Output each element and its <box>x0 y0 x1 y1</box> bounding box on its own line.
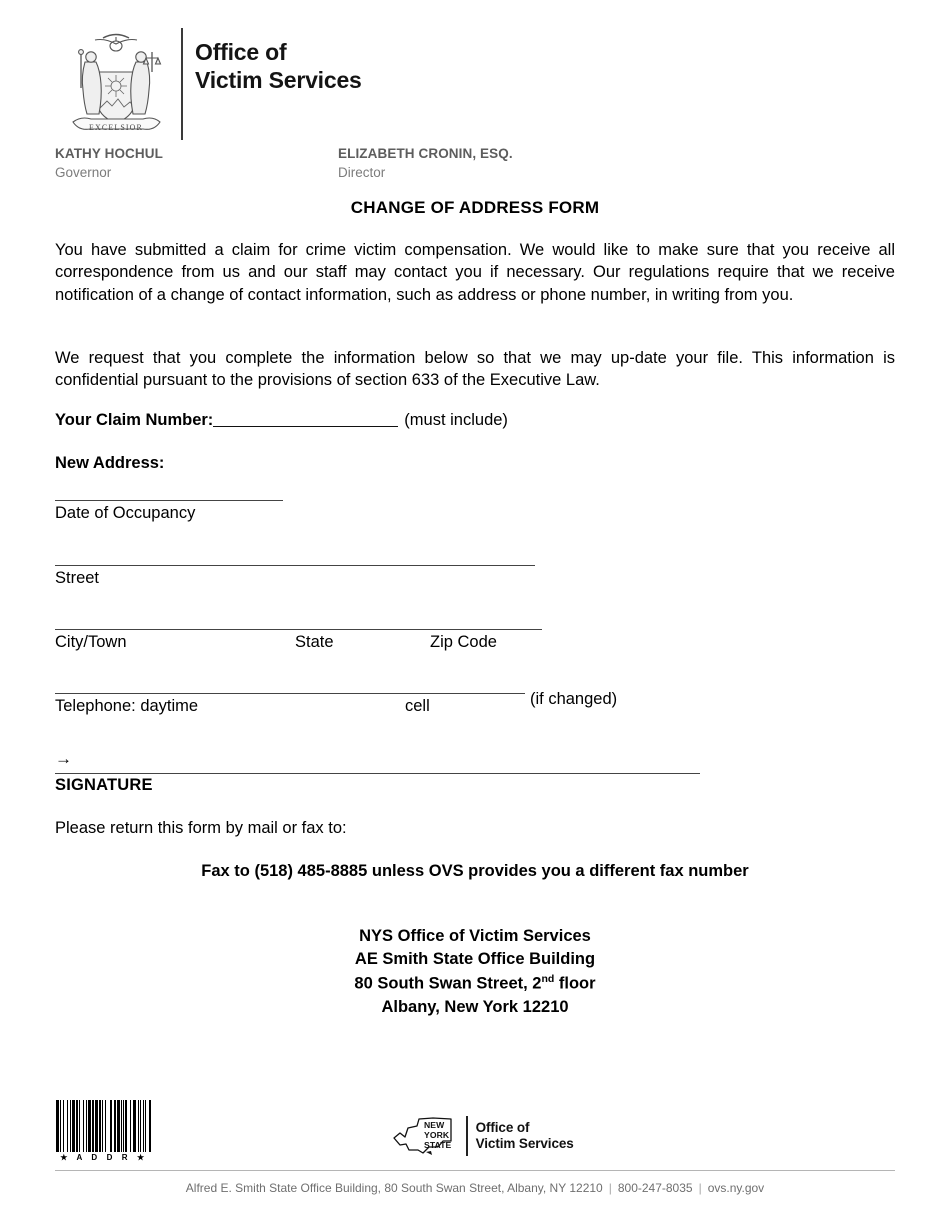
footer-website[interactable]: ovs.ny.gov <box>707 1181 765 1195</box>
street-label: Street <box>55 569 100 587</box>
field-telephone <box>55 693 525 717</box>
footer-separator-2: | <box>698 1181 702 1195</box>
footer-agency-name <box>476 1120 574 1152</box>
letterhead <box>55 24 675 184</box>
field-date-of-occupancy <box>55 500 283 523</box>
zip-code-label: Zip Code <box>430 633 497 651</box>
mailing-address-line3-pre: 80 South Swan Street, 2 <box>354 974 542 993</box>
ny-word-new: NEW <box>424 1120 445 1130</box>
new-address-heading: New Address: <box>55 454 165 472</box>
field-street <box>55 565 535 588</box>
cell-label: cell <box>405 697 430 715</box>
governor-block <box>55 146 163 181</box>
mailing-address-line3 <box>0 972 950 996</box>
logo-divider <box>181 28 183 140</box>
footer-divider-rule <box>55 1170 895 1171</box>
mailing-address-line2: AE Smith State Office Building <box>354 950 596 969</box>
agency-logo-line1: Office of <box>195 39 287 65</box>
seal-motto-text: EXCELSIOR <box>89 123 143 132</box>
claim-number-label: Your Claim Number: <box>55 411 214 429</box>
request-paragraph: We request that you complete the information below so that we may up-date your file. This information is confidential pursuant to the provisions of section 633 of the Executive Law. <box>55 349 895 390</box>
director-role: Director <box>338 164 386 180</box>
footer-address: Alfred E. Smith State Office Building, 80 South Swan Street, Albany, NY 12210 <box>185 1181 603 1195</box>
agency-logo-line2: Victim Services <box>195 67 362 94</box>
barcode-bars <box>56 1100 152 1152</box>
telephone-daytime-label: Telephone: daytime <box>55 697 199 715</box>
governor-name: KATHY HOCHUL <box>55 146 163 161</box>
mailing-address-line1: NYS Office of Victim Services <box>359 927 591 945</box>
governor-role: Governor <box>55 164 112 180</box>
field-city-state-zip <box>55 629 542 653</box>
intro-paragraph: You have submitted a claim for crime victim compensation. We would like to make sure that you receive all correspondence from us and our staff may contact you if necessary. Our regulations require that we receive notification of a change of contact information, such as address or phone number, in writing from you. <box>55 241 895 304</box>
telephone-input[interactable] <box>55 693 525 694</box>
footer-separator-1: | <box>608 1181 612 1195</box>
claim-number-input[interactable] <box>213 426 398 427</box>
return-instructions: Please return this form by mail or fax to: <box>55 819 347 837</box>
ny-word-state: STATE <box>424 1140 452 1151</box>
if-changed-note: (if changed) <box>530 690 618 708</box>
new-york-state-wordmark <box>424 1120 451 1150</box>
barcode-label: ★ A D D R ★ <box>60 1153 148 1162</box>
mailing-address-line3-ordinal: nd <box>541 972 555 985</box>
footer-phone: 800-247-8035 <box>617 1181 693 1195</box>
arrow-right-icon: → <box>55 749 72 768</box>
city-state-zip-input[interactable] <box>55 629 542 630</box>
mailing-address-line4: Albany, New York 12210 <box>381 997 569 1016</box>
footer-agency-line2: Victim Services <box>475 1136 574 1151</box>
mailing-address-block <box>0 925 950 1019</box>
footer-agency-line1: Office of <box>475 1119 530 1135</box>
page-title: CHANGE OF ADDRESS FORM <box>350 198 600 217</box>
signature-block <box>55 749 700 795</box>
signature-input[interactable] <box>55 773 700 774</box>
director-name: ELIZABETH CRONIN, ESQ. <box>338 146 513 161</box>
street-input[interactable] <box>55 565 535 566</box>
agency-logo-text <box>195 38 362 94</box>
fax-instructions: Fax to (518) 485-8885 unless OVS provides you a different fax number <box>201 862 749 880</box>
claim-number-row <box>55 411 508 430</box>
director-block <box>338 146 513 181</box>
date-of-occupancy-input[interactable] <box>55 500 283 501</box>
city-town-label: City/Town <box>55 633 127 651</box>
new-york-state-seal-icon <box>55 24 177 144</box>
state-label: State <box>295 633 334 651</box>
claim-number-note: (must include) <box>404 411 508 429</box>
new-york-state-outline-icon <box>390 1114 464 1158</box>
signature-label: SIGNATURE <box>55 776 153 794</box>
date-of-occupancy-label: Date of Occupancy <box>55 504 196 522</box>
footer-contact-line <box>0 1181 950 1195</box>
footer-agency-logo <box>390 1112 574 1160</box>
mailing-address-line3-post: floor <box>554 974 596 993</box>
ny-word-york: YORK <box>424 1130 450 1141</box>
footer-logo-divider <box>466 1116 468 1156</box>
barcode <box>56 1100 152 1162</box>
